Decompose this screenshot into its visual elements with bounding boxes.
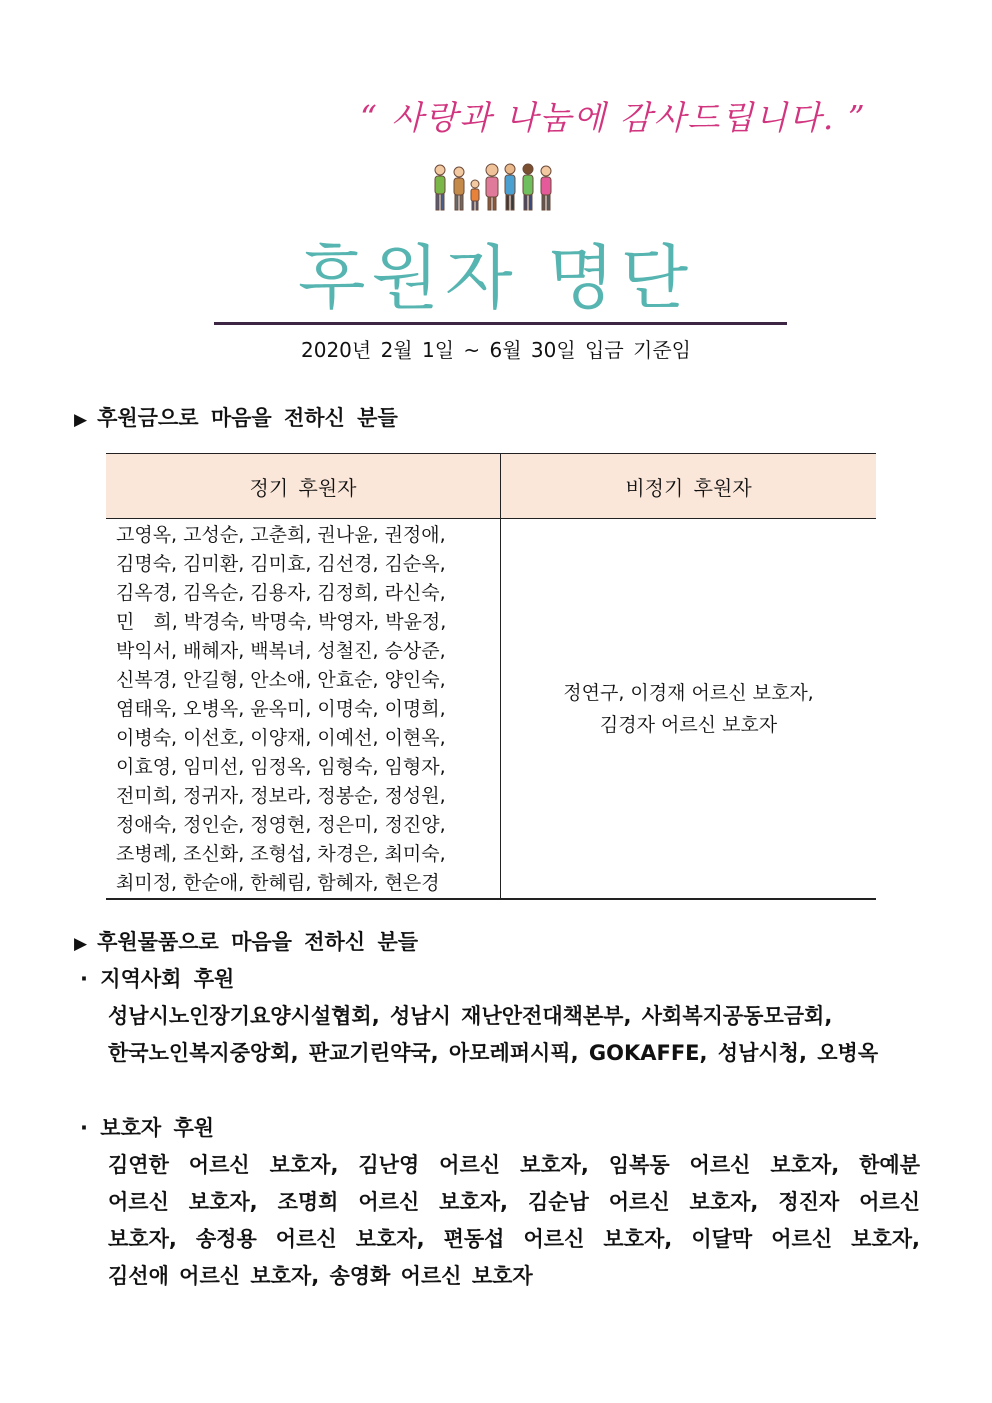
regular-donors-cell <box>106 519 501 900</box>
money-donors-heading-text: 후원금으로 마음을 전하신 분들 <box>97 406 398 430</box>
community-support-label: · 지역사회 후원 <box>80 967 235 991</box>
donor-table <box>106 453 876 900</box>
irregular-donors-column-header: 비정기 후원자 <box>501 454 877 519</box>
goods-donors-heading-text: 후원물품으로 마음을 전하신 분들 <box>97 930 419 954</box>
list-item: 김선애 어르신 보호자, 송영화 어르신 보호자 <box>108 1264 533 1288</box>
list-item: 고영옥, 고성순, 고춘희, 권나윤, 권정애, <box>116 524 446 546</box>
list-item: 김경자 어르신 보호자 <box>599 713 778 736</box>
goods-donors-heading <box>74 926 418 956</box>
table-row <box>106 519 876 900</box>
list-item: 김연한 어르신 보호자, 김난영 어르신 보호자, 임복동 어르신 보호자, 한예분 <box>108 1153 920 1177</box>
list-item: 민 희, 박경숙, 박명숙, 박영자, 박윤정, <box>116 611 447 633</box>
money-donors-heading <box>74 402 398 432</box>
list-item: 어르신 보호자, 조명희 어르신 보호자, 김순남 어르신 보호자, 정진자 어르신 <box>108 1190 920 1214</box>
list-item: 신복경, 안길형, 안소애, 안효순, 양인숙, <box>116 669 446 691</box>
list-item: 전미희, 정귀자, 정보라, 정봉순, 정성원, <box>116 785 446 807</box>
title-divider <box>214 322 787 325</box>
list-item: 정연구, 이경재 어르신 보호자, <box>563 681 814 704</box>
regular-donors-column-header: 정기 후원자 <box>106 454 501 519</box>
list-item: 김명숙, 김미환, 김미효, 김선경, 김순옥, <box>116 553 446 575</box>
regular-donors-list <box>106 519 500 898</box>
list-item: 보호자, 송정용 어르신 보호자, 편동섭 어르신 보호자, 이달막 어르신 보호자, <box>108 1227 920 1251</box>
table-header-row <box>106 454 876 519</box>
page-title: 후원자 명단 <box>297 237 695 319</box>
triangle-bullet-icon: ▶ <box>74 934 88 954</box>
period-note: 2020년 2월 1일 ~ 6월 30일 입금 기준임 <box>301 338 691 362</box>
community-support-list <box>108 998 920 1072</box>
irregular-donors-cell <box>501 519 877 900</box>
list-item: 박익서, 배혜자, 백복녀, 성철진, 승상준, <box>116 640 446 662</box>
list-item: 이효영, 임미선, 임정옥, 임형숙, 임형자, <box>116 756 446 778</box>
list-item: 김옥경, 김옥순, 김용자, 김정희, 라신숙, <box>116 582 446 604</box>
list-item: 정애숙, 정인순, 정영현, 정은미, 정진양, <box>116 814 446 836</box>
list-item: 한국노인복지중앙회, 판교기린약국, 아모레퍼시픽, GOKAFFE, 성남시청, 오병옥 <box>108 1041 879 1065</box>
list-item: 조병례, 조신화, 조형섭, 차경은, 최미숙, <box>116 843 446 865</box>
list-item: 성남시노인장기요양시설협회, 성남시 재난안전대책본부, 사회복지공동모금회, <box>108 1004 833 1028</box>
triangle-bullet-icon: ▶ <box>74 410 88 430</box>
guardian-support-label: · 보호자 후원 <box>80 1116 215 1140</box>
list-item: 염태욱, 오병옥, 윤옥미, 이명숙, 이명희, <box>116 698 446 720</box>
people-holding-hands-illustration <box>428 160 564 214</box>
guardian-support-list <box>108 1147 920 1295</box>
list-item: 최미정, 한순애, 한혜림, 함혜자, 현은경 <box>116 872 440 894</box>
slogan: “ 사랑과 나눔에 감사드립니다. ” <box>360 98 867 137</box>
list-item: 이병숙, 이선호, 이양재, 이예선, 이현옥, <box>116 727 446 749</box>
